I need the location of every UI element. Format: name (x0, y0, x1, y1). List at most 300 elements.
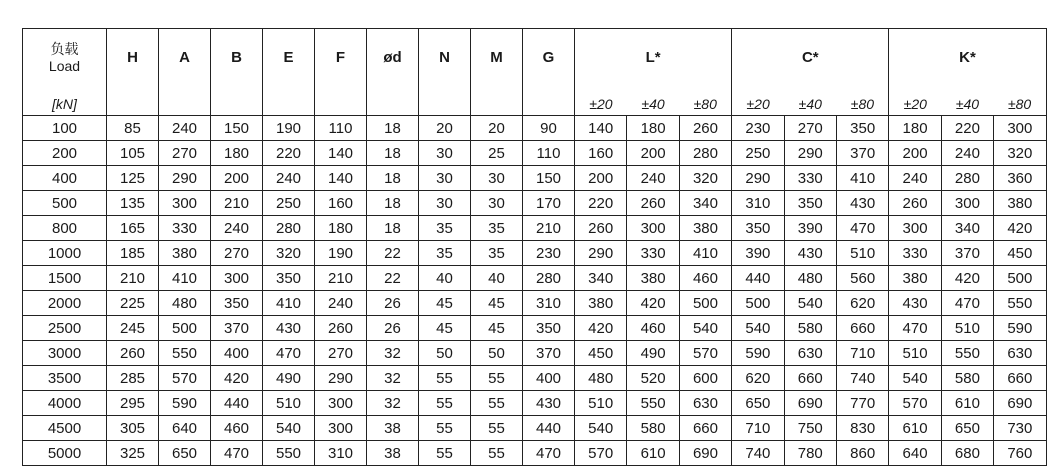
table-row (23, 391, 1047, 416)
dim-header-blank (159, 86, 211, 116)
load-dimension-table (22, 28, 1047, 466)
value-cell: 20 (471, 116, 523, 141)
value-cell: 430 (263, 316, 315, 341)
value-cell: 380 (159, 241, 211, 266)
value-cell: 500 (159, 316, 211, 341)
value-cell: 32 (367, 366, 419, 391)
value-cell: 550 (627, 391, 679, 416)
table-row (23, 316, 1047, 341)
dim-header: ød (367, 29, 419, 87)
value-cell: 450 (994, 241, 1046, 266)
value-cell: 35 (419, 216, 471, 241)
value-cell: 280 (941, 166, 993, 191)
load-cell: 500 (23, 191, 107, 216)
value-cell: 370 (941, 241, 993, 266)
value-cell: 305 (107, 416, 159, 441)
value-cell: 250 (732, 141, 784, 166)
value-cell: 600 (679, 366, 731, 391)
value-cell: 650 (732, 391, 784, 416)
value-cell: 320 (263, 241, 315, 266)
value-cell: 160 (315, 191, 367, 216)
value-cell: 470 (836, 216, 888, 241)
load-cell: 4000 (23, 391, 107, 416)
value-cell: 740 (732, 441, 784, 466)
value-cell: 50 (419, 341, 471, 366)
value-cell: 560 (836, 266, 888, 291)
value-cell: 400 (211, 341, 263, 366)
value-cell: 300 (941, 191, 993, 216)
value-cell: 290 (575, 241, 627, 266)
load-cell: 3500 (23, 366, 107, 391)
table-row (23, 141, 1047, 166)
value-cell: 290 (315, 366, 367, 391)
table-row (23, 341, 1047, 366)
value-cell: 350 (523, 316, 575, 341)
dim-header: G (523, 29, 575, 87)
value-cell: 290 (732, 166, 784, 191)
value-cell: 590 (732, 341, 784, 366)
value-cell: 580 (941, 366, 993, 391)
value-cell: 125 (107, 166, 159, 191)
value-cell: 32 (367, 391, 419, 416)
value-cell: 540 (679, 316, 731, 341)
value-cell: 260 (315, 316, 367, 341)
value-cell: 55 (471, 366, 523, 391)
value-cell: 500 (994, 266, 1046, 291)
value-cell: 430 (889, 291, 941, 316)
value-cell: 330 (889, 241, 941, 266)
value-cell: 580 (627, 416, 679, 441)
value-cell: 310 (523, 291, 575, 316)
value-cell: 410 (679, 241, 731, 266)
load-header (23, 29, 107, 87)
header-row-main (23, 29, 1047, 87)
value-cell: 90 (523, 116, 575, 141)
value-cell: 420 (575, 316, 627, 341)
value-cell: 480 (159, 291, 211, 316)
table-row (23, 216, 1047, 241)
value-cell: 200 (211, 166, 263, 191)
value-cell: 55 (471, 391, 523, 416)
value-cell: 180 (889, 116, 941, 141)
table-body (23, 116, 1047, 466)
value-cell: 690 (784, 391, 836, 416)
value-cell: 260 (679, 116, 731, 141)
value-cell: 380 (994, 191, 1046, 216)
group-subheader: ±40 (627, 86, 679, 116)
value-cell: 390 (784, 216, 836, 241)
load-label-en: Load (48, 58, 81, 74)
value-cell: 38 (367, 441, 419, 466)
value-cell: 480 (575, 366, 627, 391)
value-cell: 30 (419, 166, 471, 191)
value-cell: 240 (211, 216, 263, 241)
value-cell: 18 (367, 116, 419, 141)
value-cell: 440 (732, 266, 784, 291)
value-cell: 320 (679, 166, 731, 191)
value-cell: 26 (367, 316, 419, 341)
value-cell: 630 (994, 341, 1046, 366)
dim-header-blank (107, 86, 159, 116)
value-cell: 55 (471, 441, 523, 466)
value-cell: 285 (107, 366, 159, 391)
value-cell: 580 (784, 316, 836, 341)
load-cell: 4500 (23, 416, 107, 441)
value-cell: 440 (523, 416, 575, 441)
load-unit: [kN] (23, 86, 107, 116)
value-cell: 520 (627, 366, 679, 391)
value-cell: 220 (575, 191, 627, 216)
group-subheader: ±80 (836, 86, 888, 116)
value-cell: 50 (471, 341, 523, 366)
value-cell: 410 (159, 266, 211, 291)
value-cell: 20 (419, 116, 471, 141)
value-cell: 470 (523, 441, 575, 466)
value-cell: 38 (367, 416, 419, 441)
load-cell: 1500 (23, 266, 107, 291)
value-cell: 510 (941, 316, 993, 341)
group-subheader: ±20 (732, 86, 784, 116)
value-cell: 25 (471, 141, 523, 166)
value-cell: 430 (523, 391, 575, 416)
value-cell: 470 (211, 441, 263, 466)
value-cell: 200 (889, 141, 941, 166)
value-cell: 240 (889, 166, 941, 191)
value-cell: 420 (941, 266, 993, 291)
value-cell: 190 (315, 241, 367, 266)
value-cell: 500 (679, 291, 731, 316)
value-cell: 370 (836, 141, 888, 166)
value-cell: 240 (941, 141, 993, 166)
value-cell: 470 (889, 316, 941, 341)
value-cell: 160 (575, 141, 627, 166)
value-cell: 245 (107, 316, 159, 341)
value-cell: 30 (471, 166, 523, 191)
value-cell: 300 (159, 191, 211, 216)
value-cell: 380 (679, 216, 731, 241)
value-cell: 295 (107, 391, 159, 416)
load-cell: 2000 (23, 291, 107, 316)
load-cell: 200 (23, 141, 107, 166)
value-cell: 350 (263, 266, 315, 291)
value-cell: 350 (784, 191, 836, 216)
value-cell: 55 (419, 416, 471, 441)
value-cell: 630 (784, 341, 836, 366)
value-cell: 35 (471, 216, 523, 241)
value-cell: 240 (627, 166, 679, 191)
value-cell: 350 (836, 116, 888, 141)
value-cell: 45 (419, 316, 471, 341)
value-cell: 690 (994, 391, 1046, 416)
value-cell: 170 (523, 191, 575, 216)
value-cell: 740 (836, 366, 888, 391)
value-cell: 240 (315, 291, 367, 316)
value-cell: 460 (211, 416, 263, 441)
value-cell: 420 (627, 291, 679, 316)
value-cell: 640 (159, 416, 211, 441)
value-cell: 30 (419, 141, 471, 166)
value-cell: 55 (419, 391, 471, 416)
value-cell: 210 (523, 216, 575, 241)
value-cell: 220 (941, 116, 993, 141)
value-cell: 430 (836, 191, 888, 216)
value-cell: 750 (784, 416, 836, 441)
value-cell: 200 (627, 141, 679, 166)
value-cell: 860 (836, 441, 888, 466)
value-cell: 570 (889, 391, 941, 416)
value-cell: 140 (315, 166, 367, 191)
value-cell: 400 (523, 366, 575, 391)
value-cell: 250 (263, 191, 315, 216)
value-cell: 30 (471, 191, 523, 216)
table-row (23, 441, 1047, 466)
value-cell: 55 (419, 441, 471, 466)
value-cell: 610 (627, 441, 679, 466)
value-cell: 30 (419, 191, 471, 216)
value-cell: 330 (159, 216, 211, 241)
value-cell: 270 (159, 141, 211, 166)
value-cell: 105 (107, 141, 159, 166)
value-cell: 730 (994, 416, 1046, 441)
dim-header-blank (211, 86, 263, 116)
dim-header-blank (471, 86, 523, 116)
table-row (23, 166, 1047, 191)
value-cell: 340 (679, 191, 731, 216)
value-cell: 22 (367, 241, 419, 266)
value-cell: 630 (679, 391, 731, 416)
value-cell: 300 (315, 391, 367, 416)
value-cell: 660 (836, 316, 888, 341)
value-cell: 35 (419, 241, 471, 266)
value-cell: 410 (836, 166, 888, 191)
dim-header-blank (263, 86, 315, 116)
value-cell: 270 (315, 341, 367, 366)
value-cell: 45 (471, 291, 523, 316)
value-cell: 210 (315, 266, 367, 291)
load-cell: 800 (23, 216, 107, 241)
value-cell: 640 (889, 441, 941, 466)
group-subheader: ±20 (889, 86, 941, 116)
value-cell: 490 (627, 341, 679, 366)
value-cell: 490 (263, 366, 315, 391)
value-cell: 320 (994, 141, 1046, 166)
value-cell: 330 (784, 166, 836, 191)
value-cell: 330 (627, 241, 679, 266)
value-cell: 710 (836, 341, 888, 366)
value-cell: 180 (315, 216, 367, 241)
value-cell: 390 (732, 241, 784, 266)
dim-header-blank (523, 86, 575, 116)
header-row-sub (23, 86, 1047, 116)
value-cell: 500 (732, 291, 784, 316)
value-cell: 550 (994, 291, 1046, 316)
value-cell: 270 (211, 241, 263, 266)
value-cell: 260 (575, 216, 627, 241)
value-cell: 340 (941, 216, 993, 241)
value-cell: 510 (889, 341, 941, 366)
value-cell: 290 (159, 166, 211, 191)
value-cell: 480 (784, 266, 836, 291)
value-cell: 550 (941, 341, 993, 366)
value-cell: 780 (784, 441, 836, 466)
value-cell: 150 (211, 116, 263, 141)
value-cell: 280 (679, 141, 731, 166)
table-row (23, 116, 1047, 141)
value-cell: 85 (107, 116, 159, 141)
value-cell: 40 (419, 266, 471, 291)
dim-header: B (211, 29, 263, 87)
value-cell: 590 (994, 316, 1046, 341)
value-cell: 570 (679, 341, 731, 366)
value-cell: 32 (367, 341, 419, 366)
value-cell: 45 (419, 291, 471, 316)
value-cell: 540 (575, 416, 627, 441)
value-cell: 300 (315, 416, 367, 441)
value-cell: 410 (263, 291, 315, 316)
table-row (23, 191, 1047, 216)
value-cell: 450 (575, 341, 627, 366)
value-cell: 45 (471, 316, 523, 341)
value-cell: 240 (159, 116, 211, 141)
value-cell: 210 (211, 191, 263, 216)
value-cell: 620 (732, 366, 784, 391)
value-cell: 190 (263, 116, 315, 141)
value-cell: 550 (263, 441, 315, 466)
value-cell: 370 (211, 316, 263, 341)
value-cell: 650 (941, 416, 993, 441)
value-cell: 260 (627, 191, 679, 216)
value-cell: 510 (836, 241, 888, 266)
value-cell: 55 (471, 416, 523, 441)
value-cell: 510 (575, 391, 627, 416)
value-cell: 180 (211, 141, 263, 166)
value-cell: 280 (263, 216, 315, 241)
value-cell: 310 (732, 191, 784, 216)
value-cell: 300 (627, 216, 679, 241)
value-cell: 165 (107, 216, 159, 241)
value-cell: 300 (889, 216, 941, 241)
dim-header: M (471, 29, 523, 87)
value-cell: 260 (107, 341, 159, 366)
value-cell: 325 (107, 441, 159, 466)
value-cell: 185 (107, 241, 159, 266)
load-cell: 3000 (23, 341, 107, 366)
value-cell: 18 (367, 141, 419, 166)
value-cell: 650 (159, 441, 211, 466)
value-cell: 340 (575, 266, 627, 291)
dim-header: A (159, 29, 211, 87)
load-cell: 100 (23, 116, 107, 141)
load-cell: 1000 (23, 241, 107, 266)
value-cell: 140 (315, 141, 367, 166)
value-cell: 270 (784, 116, 836, 141)
value-cell: 220 (263, 141, 315, 166)
dim-header: N (419, 29, 471, 87)
value-cell: 440 (211, 391, 263, 416)
group-subheader: ±80 (679, 86, 731, 116)
value-cell: 260 (889, 191, 941, 216)
value-cell: 150 (523, 166, 575, 191)
value-cell: 35 (471, 241, 523, 266)
load-cell: 5000 (23, 441, 107, 466)
value-cell: 570 (575, 441, 627, 466)
table-row (23, 241, 1047, 266)
value-cell: 18 (367, 216, 419, 241)
value-cell: 760 (994, 441, 1046, 466)
value-cell: 660 (784, 366, 836, 391)
dim-header: H (107, 29, 159, 87)
value-cell: 55 (419, 366, 471, 391)
group-subheader: ±20 (575, 86, 627, 116)
dim-header-blank (419, 86, 471, 116)
value-cell: 230 (523, 241, 575, 266)
value-cell: 225 (107, 291, 159, 316)
group-header: K* (889, 29, 1046, 87)
value-cell: 300 (211, 266, 263, 291)
value-cell: 470 (263, 341, 315, 366)
value-cell: 240 (263, 166, 315, 191)
value-cell: 710 (732, 416, 784, 441)
group-header: L* (575, 29, 732, 87)
value-cell: 40 (471, 266, 523, 291)
dim-header: F (315, 29, 367, 87)
value-cell: 18 (367, 191, 419, 216)
value-cell: 380 (889, 266, 941, 291)
value-cell: 110 (315, 116, 367, 141)
group-header: C* (732, 29, 889, 87)
value-cell: 550 (159, 341, 211, 366)
value-cell: 660 (994, 366, 1046, 391)
load-label-cn: 负载 (50, 41, 79, 57)
value-cell: 140 (575, 116, 627, 141)
table-row (23, 291, 1047, 316)
value-cell: 380 (575, 291, 627, 316)
value-cell: 180 (627, 116, 679, 141)
value-cell: 610 (941, 391, 993, 416)
value-cell: 18 (367, 166, 419, 191)
dim-header-blank (367, 86, 419, 116)
value-cell: 26 (367, 291, 419, 316)
load-cell: 2500 (23, 316, 107, 341)
value-cell: 200 (575, 166, 627, 191)
value-cell: 310 (315, 441, 367, 466)
dim-header-blank (315, 86, 367, 116)
value-cell: 660 (679, 416, 731, 441)
value-cell: 22 (367, 266, 419, 291)
value-cell: 420 (211, 366, 263, 391)
value-cell: 540 (784, 291, 836, 316)
value-cell: 230 (732, 116, 784, 141)
value-cell: 690 (679, 441, 731, 466)
value-cell: 350 (732, 216, 784, 241)
value-cell: 370 (523, 341, 575, 366)
value-cell: 110 (523, 141, 575, 166)
value-cell: 280 (523, 266, 575, 291)
value-cell: 350 (211, 291, 263, 316)
value-cell: 570 (159, 366, 211, 391)
group-subheader: ±40 (941, 86, 993, 116)
value-cell: 460 (679, 266, 731, 291)
value-cell: 540 (732, 316, 784, 341)
table-row (23, 366, 1047, 391)
value-cell: 210 (107, 266, 159, 291)
value-cell: 540 (889, 366, 941, 391)
value-cell: 540 (263, 416, 315, 441)
value-cell: 510 (263, 391, 315, 416)
value-cell: 420 (994, 216, 1046, 241)
value-cell: 470 (941, 291, 993, 316)
value-cell: 300 (994, 116, 1046, 141)
